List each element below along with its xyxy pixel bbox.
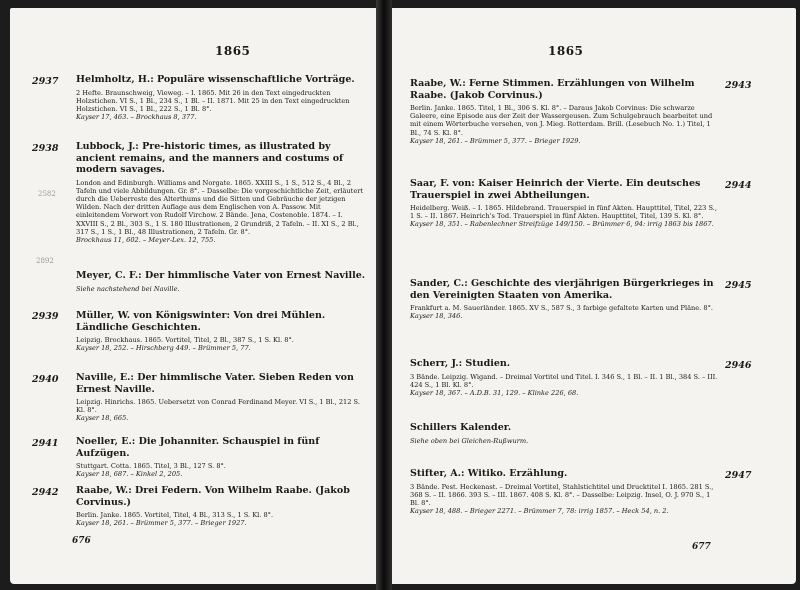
entry-number: 2945 bbox=[725, 280, 752, 291]
entry-description: Frankfurt a. M. Sauerländer. 1865. XV S., 587 S., 3 farbige gefaltete Karten und Pläne. 8°. bbox=[410, 304, 713, 312]
entry-description: Leipzig. Brockhaus. 1865. Vortitel, Titel, 2 Bl., 387 S., 1 S. Kl. 8°. bbox=[76, 336, 294, 344]
entry-reference: Kayser 18, 252. – Hirschberg 449. – Brümmer 5, 77. bbox=[76, 344, 251, 353]
entry-title: Lubbock, J.: Pre-historic times, as illustrated by ancient remains, and the manners and costums of modern savages. bbox=[76, 141, 344, 175]
catalog-entry bbox=[410, 78, 720, 145]
catalog-entry bbox=[76, 436, 366, 478]
margin-note: 2582 bbox=[38, 190, 56, 198]
entry-title: Naville, E.: Der himmlische Vater. Sieben Reden von Ernest Naville. bbox=[76, 372, 354, 395]
entry-description: Berlin. Janke. 1865. Vortitel, Titel, 4 Bl., 313 S., 1 S. Kl. 8°. bbox=[76, 511, 274, 519]
catalog-entry bbox=[410, 468, 720, 515]
entry-reference: Kayser 17, 463. – Brockhaus 8, 377. bbox=[76, 113, 197, 122]
entry-description: Leipzig. Hinrichs. 1865. Uebersetzt von Conrad Ferdinand Meyer. VI S., 1 Bl., 212 S. Kl. 8°. bbox=[76, 398, 360, 415]
catalog-entry bbox=[410, 278, 720, 320]
entry-number: 2941 bbox=[32, 438, 59, 449]
entry-reference: Siehe oben bei Gleichen-Rußwurm. bbox=[410, 436, 529, 445]
entry-title: Raabe, W.: Drei Federn. Von Wilhelm Raabe. (Jakob Corvinus.) bbox=[76, 485, 350, 508]
entry-reference: Siehe nachstehend bei Naville. bbox=[76, 284, 180, 293]
entry-number: 2940 bbox=[32, 374, 59, 385]
entry-title: Stifter, A.: Witiko. Erzählung. bbox=[410, 468, 568, 479]
entry-number: 2938 bbox=[32, 143, 59, 154]
entry-reference: Brockhaus 11, 602. – Meyer-Lex. 12, 755. bbox=[76, 235, 216, 244]
entry-description: 2 Hefte. Braunschweig, Vieweg. – I. 1865. Mit 26 in den Text eingedruckten Holzstichen. VI S., 1 Bl., 234 S., 1 Bl. – II. 1871. Mit 25 in den Text eingedruckten Holzstichen. VI S., 1 Bl., 222 S., 1 Bl. 8°. bbox=[76, 88, 350, 113]
left-page-year: 1865 bbox=[215, 44, 251, 58]
book-gutter bbox=[376, 0, 392, 590]
entry-title: Noeller, E.: Die Johanniter. Schauspiel in fünf Aufzügen. bbox=[76, 436, 320, 459]
entry-title: Müller, W. von Königswinter: Von drei Mühlen. Ländliche Geschichten. bbox=[76, 310, 326, 333]
right-page-year: 1865 bbox=[548, 44, 584, 58]
entry-description: Heidelberg. Weiß. – I. 1865. Hildebrand. Trauerspiel in fünf Akten. Haupttitel, Titel, 223 S., 1 S. – II. 1867. Heinrich's Tod. Trauerspiel in fünf Akten. Haupttitel, Titel, 139 S. Kl. 8°. bbox=[410, 204, 717, 221]
catalog-entry bbox=[410, 178, 720, 229]
entry-reference: Kayser 18, 488. – Brieger 2271. – Brümmer 7, 78: irrig 1857. – Heck 54, n. 2. bbox=[410, 507, 669, 516]
catalog-entry bbox=[410, 358, 720, 397]
left-page bbox=[10, 8, 376, 584]
entry-number: 2943 bbox=[725, 80, 752, 91]
entry-description: Stuttgart. Cotta. 1865. Titel, 3 Bl., 127 S. 8°. bbox=[76, 462, 226, 470]
catalog-entry bbox=[76, 74, 366, 121]
page-folio: 676 bbox=[72, 536, 91, 546]
entry-number: 2942 bbox=[32, 487, 59, 498]
catalog-entry bbox=[76, 310, 366, 352]
catalog-entry bbox=[76, 485, 366, 527]
entry-reference: Kayser 18, 346. bbox=[410, 312, 463, 321]
entry-description: 3 Bände. Pest. Heckenast. – Dreimal Vortitel, Stahlstichtitel und Drucktitel I. 1865. 281 S., 368 S. – II. 1866. 393 S. – III. 1867. 408 S. Kl. 8°. – Dasselbe: Leipzig. Insel, O. J. 970 S., 1 Bl. 8°. bbox=[410, 482, 714, 507]
entry-reference: Kayser 18, 687. – Kinkel 2, 205. bbox=[76, 470, 183, 479]
entry-title: Helmholtz, H.: Populäre wissenschaftliche Vorträge. bbox=[76, 74, 355, 85]
margin-note: 2892 bbox=[36, 257, 54, 265]
entry-title: Raabe, W.: Ferne Stimmen. Erzählungen von Wilhelm Raabe. (Jakob Corvinus.) bbox=[410, 78, 695, 101]
entry-number: 2939 bbox=[32, 311, 59, 322]
entry-description: London and Edinburgh. Williams and Norgate. 1865. XXIII S., 1 S., 512 S., 4 Bl., 2 Tafeln und viele Abbildungen. Gr. 8°. – Dasselbe: Die vorgeschichtliche Zeit, erläutert durch die Ueberreste des Alterthums und die Sitten und Gebräuche der jetzigen Wilden. Nach der dritten Auflage aus dem Englischen von A. Passow. Mit einleitendem Vorwort von Rudolf Virchow. 2 Bände. Jena, Costenoble. 1874. – I. XXVIII S., 2 Bl., 303 S., 1 S. 180 Illustrationen, 2 Grundriß, 2 Tafeln. – II. XI S., 2 Bl., 317 S., 1 S., 1 Bl., 48 Illustrationen, 2 Tafeln. Gr. 8°. bbox=[76, 178, 364, 236]
entry-reference: Kayser 18, 665. bbox=[76, 414, 129, 423]
entry-title: Meyer, C. F.: Der himmlische Vater von Ernest Naville. bbox=[76, 270, 366, 281]
catalog-entry bbox=[76, 372, 366, 423]
page-folio: 677 bbox=[692, 542, 711, 552]
entry-title: Saar, F. von: Kaiser Heinrich der Vierte. Ein deutsches Trauerspiel in zwei Abtheilungen. bbox=[410, 178, 701, 201]
entry-reference: Kayser 18, 351. – Rabenlechner Streifzüge 149/150. – Brümmer 6, 94: irrig 1863 bis 1867. bbox=[410, 220, 714, 229]
entry-reference: Kayser 18, 367. – A.D.B. 31, 129. – Klinke 226, 68. bbox=[410, 388, 579, 397]
entry-number: 2947 bbox=[725, 470, 752, 481]
catalog-entry bbox=[76, 270, 366, 293]
catalog-entry bbox=[76, 141, 366, 244]
entry-number: 2944 bbox=[725, 180, 752, 191]
entry-description: Berlin. Janke. 1865. Titel, 1 Bl., 306 S. Kl. 8°. – Daraus Jakob Corvinus: Die schwarze Galeere, eine Episode aus der Zeit der Wassergeusen. Zum Schulgebrauch bearbeitet und mit einem Wörterbuche versehen, von J. Mieg. Rotterdam. Brill. (Lesebuch No. 1.) Titel, 1 Bl., 74 S. Kl. 8°. bbox=[410, 104, 713, 137]
entry-description: 3 Bände. Leipzig. Wigand. – Dreimal Vortitel und Titel. I. 346 S., 1 Bl. – II. 1 Bl., 384 S. – III. 424 S., 1 Bl. Kl. 8°. bbox=[410, 372, 718, 389]
entry-reference: Kayser 18, 261. – Brümmer 5, 377. – Brieger 1929. bbox=[410, 136, 581, 145]
catalog-entry bbox=[410, 422, 720, 445]
entry-title: Sander, C.: Geschichte des vierjährigen Bürgerkrieges in den Vereinigten Staaten von Amerika. bbox=[410, 278, 714, 301]
entry-title: Schillers Kalender. bbox=[410, 422, 512, 433]
entry-title: Scherr, J.: Studien. bbox=[410, 358, 511, 369]
right-page bbox=[392, 8, 796, 584]
entry-reference: Kayser 18, 261. – Brümmer 5, 377. – Brieger 1927. bbox=[76, 519, 247, 528]
entry-number: 2946 bbox=[725, 360, 752, 371]
entry-number: 2937 bbox=[32, 76, 59, 87]
